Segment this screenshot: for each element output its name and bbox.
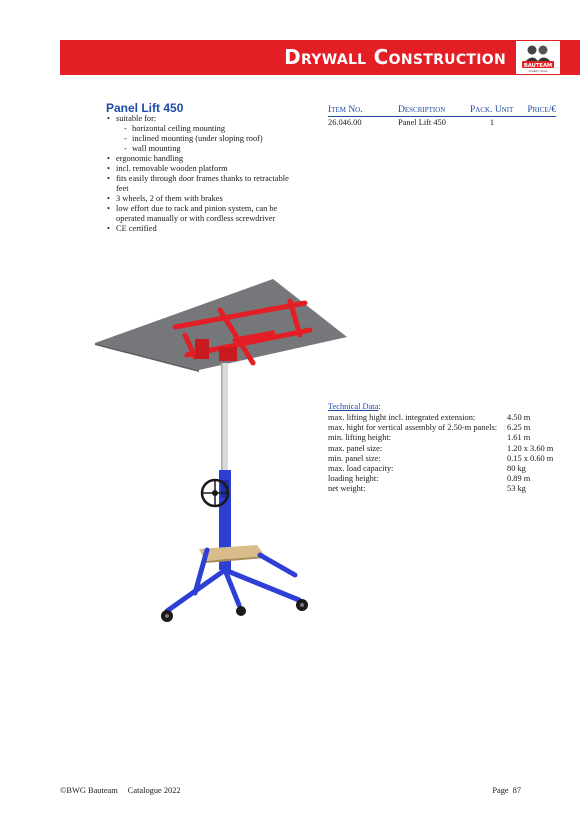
column-header-price: Price/€ [514, 105, 556, 117]
spec-label: min. lifting height: [328, 433, 392, 443]
feature-subitem: - wall mounting [116, 144, 296, 154]
feature-subitem: - horizontal ceiling mounting [116, 124, 296, 134]
technical-data-row [328, 413, 553, 423]
spec-value: 1.20 x 3.60 m [507, 443, 554, 453]
product-title: Panel Lift 450 [106, 101, 184, 115]
spec-label: max. lifting hight incl. integrated extension: [328, 413, 476, 422]
order-table [328, 105, 556, 127]
spec-label: max. hight for vertical assembly of 2.50-m panels: [328, 423, 498, 433]
spec-value: 0.15 x 0.60 m [507, 453, 554, 463]
technical-data-table [328, 413, 553, 495]
spec-value: 0.89 m [507, 474, 531, 484]
column-header-item-no: Item No. [328, 105, 398, 117]
section-title: Drywall Construction [284, 45, 506, 69]
feature-item: • ergonomic handling [106, 154, 296, 164]
technical-data-row [328, 433, 553, 443]
spec-value: 4.50 m [507, 413, 531, 422]
page-number: Page 87 [492, 786, 521, 795]
table-row [328, 117, 556, 128]
spec-value: 6.25 m [507, 423, 531, 433]
technical-data-row [328, 423, 553, 433]
spec-label: max. panel size: [328, 443, 383, 453]
feature-item: • CE certified [106, 224, 296, 234]
catalogue-label: Catalogue 2022 [127, 786, 181, 795]
spec-value: 80 kg [507, 464, 526, 474]
feature-list [106, 114, 296, 234]
feature-item: • incl. removable wooden platform [106, 164, 296, 174]
panel-lift-image [95, 275, 357, 630]
feature-subitem: - inclined mounting (under sloping roof) [116, 134, 296, 144]
technical-data-row [328, 444, 553, 454]
column-header-description: Description [398, 105, 470, 117]
item-description: Panel Lift 450 [398, 118, 446, 127]
svg-text:Quality Tools: Quality Tools [528, 69, 548, 73]
copyright-text: ©BWG Bauteam [60, 786, 118, 795]
feature-item: • suitable for: - horizontal ceiling mounting - inclined mounting (under sloping roof) - wall mounting [106, 114, 296, 154]
spec-label: net weight: [328, 484, 366, 494]
feature-item: • fits easily through door frames thanks to retractable feet [106, 174, 296, 194]
technical-data-row [328, 464, 553, 474]
technical-data-heading: Technical Data: [328, 402, 381, 411]
spec-value: 53 kg [507, 484, 526, 494]
technical-data-row [328, 474, 553, 484]
feature-item: • 3 wheels, 2 of them with brakes [106, 194, 296, 204]
feature-sublist [116, 124, 296, 154]
spec-label: loading height: [328, 474, 379, 484]
item-number: 26.046.00 [328, 118, 362, 127]
feature-item: • low effort due to rack and pinion system, can be operated manually or with cordless screwdriver [106, 204, 296, 224]
technical-data-row [328, 484, 553, 494]
column-header-pack-unit: Pack. Unit [470, 105, 514, 115]
bauteam-logo [516, 41, 560, 74]
item-price [514, 117, 556, 128]
technical-data-row [328, 454, 553, 464]
spec-value: 1.61 m [507, 433, 531, 443]
header-bar [60, 40, 580, 75]
footer-left [60, 786, 181, 795]
item-pack-unit: 1 [489, 118, 495, 127]
spec-label: min. panel size: [328, 453, 381, 463]
spec-label: max. load capacity: [328, 464, 394, 474]
svg-text:BAUTEAM: BAUTEAM [523, 62, 553, 69]
